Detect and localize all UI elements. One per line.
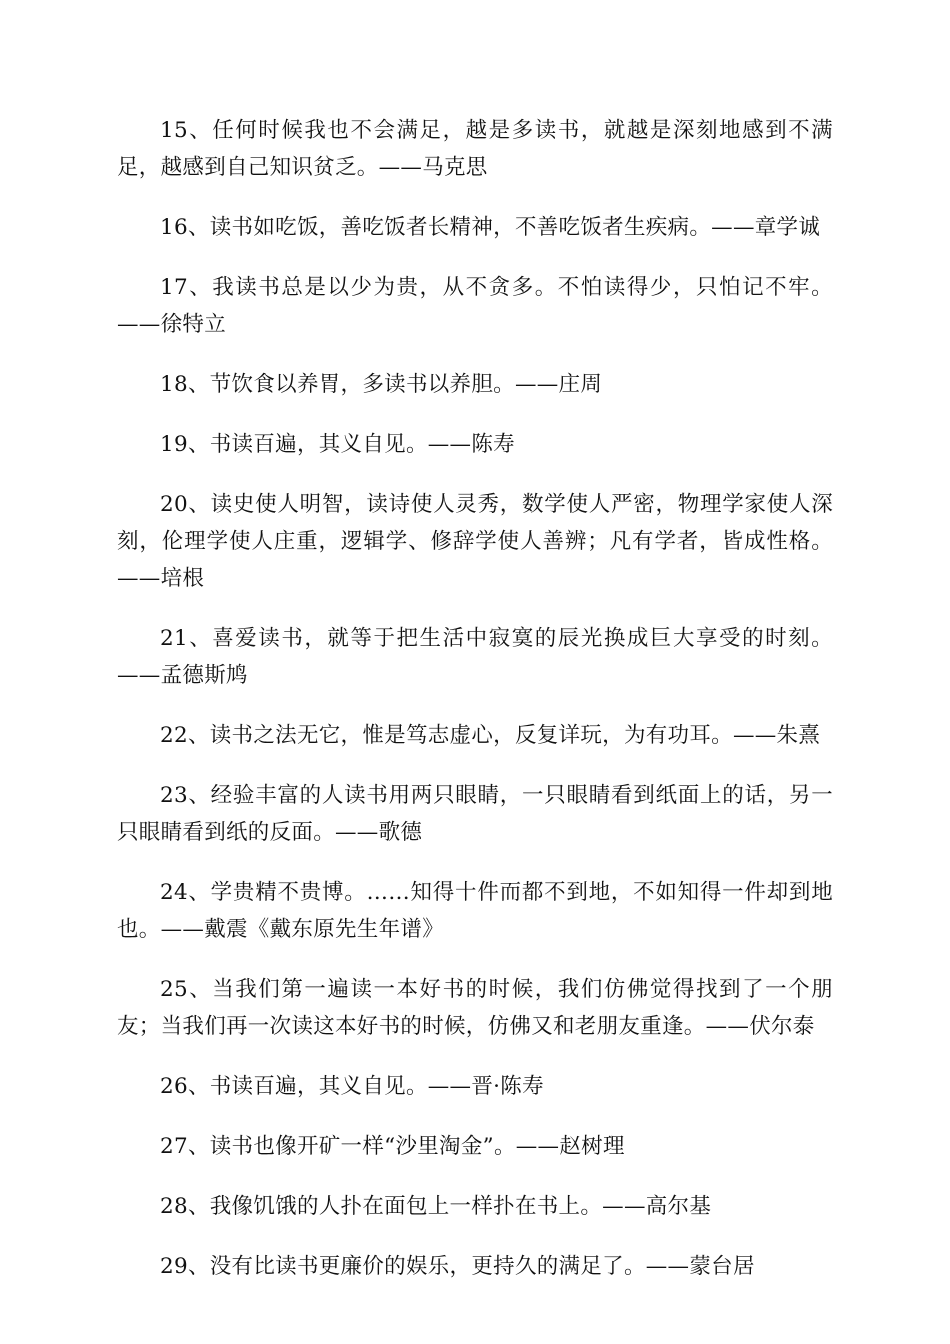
quote-26: 26、书读百遍，其义自见。——晋·陈寿 [160,1074,544,1099]
quote-17: 17、我读书总是以少为贵，从不贪多。不怕读得少，只怕记不牢。——徐特立 [117,275,833,337]
quote-15: 15、任何时候我也不会满足，越是多读书，就越是深刻地感到不满足，越感到自己知识贫乏。——马克思 [117,118,833,180]
quote-20: 20、读史使人明智，读诗使人灵秀，数学使人严密，物理学家使人深刻，伦理学使人庄重，逻辑学、修辞学使人善辨；凡有学者，皆成性格。——培根 [117,492,833,591]
quote-19: 19、书读百遍，其义自见。——陈寿 [160,432,515,457]
document-page [117,112,833,1308]
quote-18: 18、节饮食以养胃，多读书以养胆。——庄周 [160,372,603,397]
quote-23: 23、经验丰富的人读书用两只眼睛，一只眼睛看到纸面上的话，另一只眼睛看到纸的反面。——歌德 [117,783,833,845]
quote-24: 24、学贵精不贵博。……知得十件而都不到地，不如知得一件却到地也。——戴震《戴东原先生年谱》 [117,880,833,942]
quote-29: 29、没有比读书更廉价的娱乐，更持久的满足了。——蒙台居 [160,1254,755,1279]
quote-25: 25、当我们第一遍读一本好书的时候，我们仿佛觉得找到了一个朋友；当我们再一次读这本好书的时候，仿佛又和老朋友重逢。——伏尔泰 [117,977,833,1039]
quote-27: 27、读书也像开矿一样“沙里淘金”。——赵树理 [160,1134,625,1159]
quote-21: 21、喜爱读书，就等于把生活中寂寞的辰光换成巨大享受的时刻。——孟德斯鸠 [117,626,833,688]
quote-22: 22、读书之法无它，惟是笃志虚心，反复详玩，为有功耳。——朱熹 [160,723,821,748]
quote-16: 16、读书如吃饭，善吃饭者长精神，不善吃饭者生疾病。——章学诚 [160,215,821,240]
quote-28: 28、我像饥饿的人扑在面包上一样扑在书上。——高尔基 [160,1194,712,1219]
